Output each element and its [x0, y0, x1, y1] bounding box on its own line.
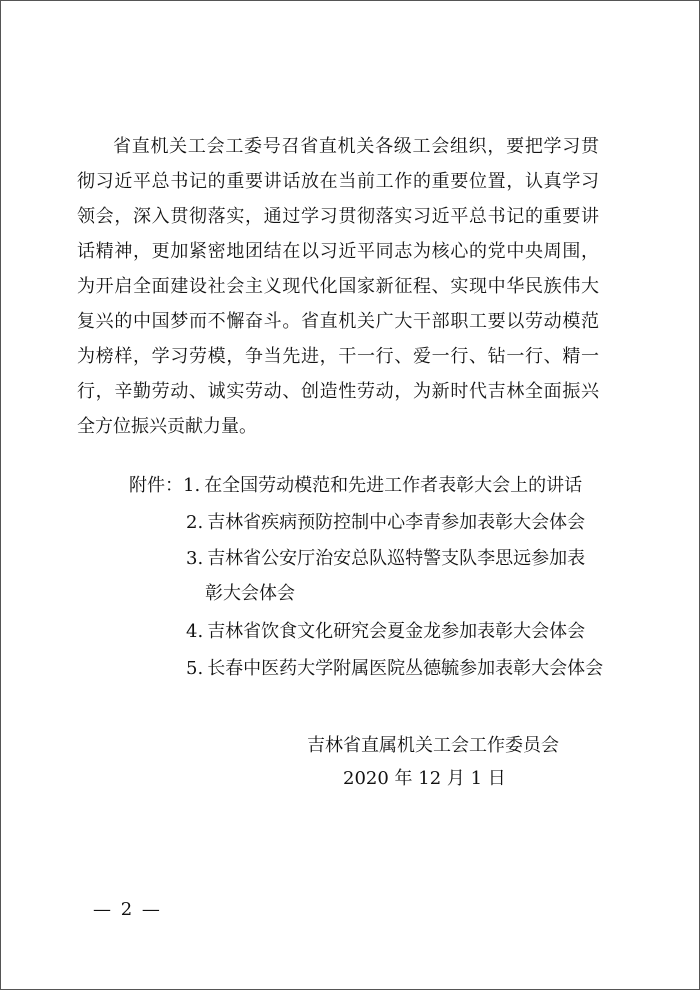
body-line: 为榜样，学习劳模，争当先进，干一行、爱一行、钻一行、精一 [77, 346, 599, 367]
attachment-title: 在全国劳动模范和先进工作者表彰大会上的讲话 [204, 475, 583, 496]
body-line: 为开启全面建设社会主义现代化国家新征程、实现中华民族伟大 [77, 276, 599, 297]
attachment-title: 长春中医药大学附属医院丛德毓参加表彰大会体会 [207, 658, 604, 679]
attachments-label: 附件： [129, 475, 183, 496]
attachment-number: 1. [183, 475, 201, 496]
attachment-item [186, 620, 585, 644]
body-line: 全方位振兴贡献力量。 [77, 416, 257, 437]
body-line: 彻习近平总书记的重要讲话放在当前工作的重要位置，认真学习 [77, 171, 599, 192]
attachment-title: 吉林省饮食文化研究会夏金龙参加表彰大会体会 [207, 621, 586, 642]
issue-date: 2020 年 12 月 1 日 [343, 768, 506, 789]
attachment-number: 5. [186, 658, 204, 679]
attachment-item-continuation [205, 582, 295, 606]
attachment-title: 彰大会体会 [205, 583, 295, 604]
attachment-item [186, 511, 585, 535]
page-number: — 2 — [93, 899, 162, 920]
attachments-label-row [129, 474, 582, 498]
attachment-title: 吉林省公安厅治安总队巡特警支队李思远参加表 [207, 548, 586, 569]
body-line: 话精神，更加紧密地团结在以习近平同志为核心的党中央周围， [77, 241, 599, 262]
attachment-number: 4. [186, 621, 204, 642]
body-line: 行，辛勤劳动、诚实劳动、创造性劳动，为新时代吉林全面振兴 [77, 381, 599, 402]
attachment-title: 吉林省疾病预防控制中心李青参加表彰大会体会 [207, 512, 586, 533]
issuing-organization: 吉林省直属机关工会工作委员会 [307, 735, 559, 756]
body-line: 领会，深入贯彻落实，通过学习贯彻落实习近平总书记的重要讲 [77, 206, 599, 227]
attachment-number: 2. [186, 512, 204, 533]
attachment-item [186, 657, 603, 681]
attachment-item [186, 547, 585, 571]
body-paragraph [77, 129, 599, 444]
body-line: 复兴的中国梦而不懈奋斗。省直机关广大干部职工要以劳动模范 [77, 311, 599, 332]
attachment-number: 3. [186, 548, 204, 569]
body-line: 省直机关工会工委号召省直机关各级工会组织，要把学习贯 [113, 136, 599, 157]
